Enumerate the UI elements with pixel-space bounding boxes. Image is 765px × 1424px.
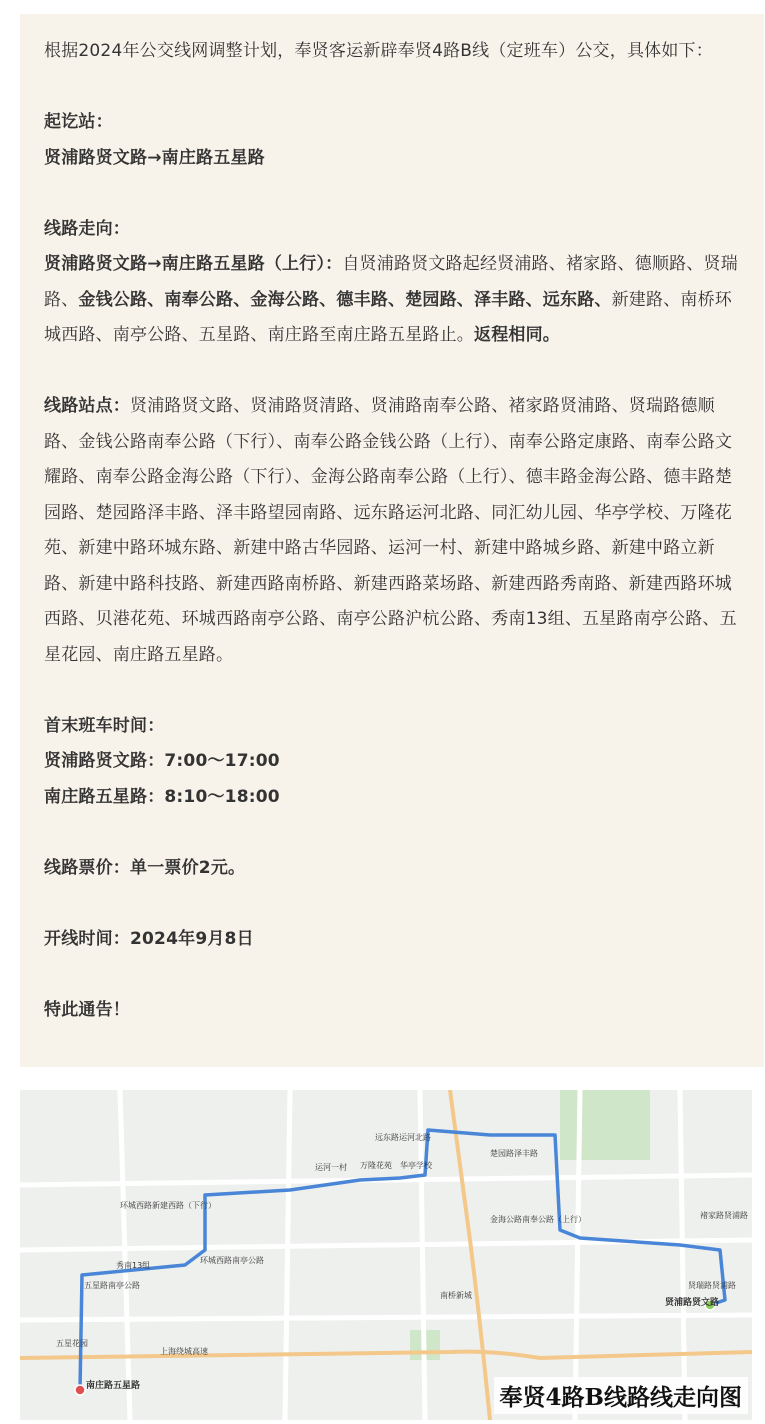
route-paragraph — [44, 247, 742, 354]
map-label-0: 远东路运河北路 — [375, 1133, 431, 1142]
map-label-13: 华亭学校 — [400, 1161, 432, 1170]
map-label-7: 秀南13组 — [116, 1261, 151, 1270]
route-text-1: 自贤浦路贤文路起经贤浦路、褚家路、德顺路、贤瑞路、 — [44, 254, 738, 310]
map-label-3: 环城西路新建西路（下行） — [120, 1201, 216, 1210]
closing-text: 特此通告！ — [44, 999, 130, 1020]
map-label-8: 褚家路贤浦路 — [700, 1211, 748, 1220]
end-marker — [75, 1385, 85, 1395]
map-label-1: 楚园路泽丰路 — [490, 1149, 538, 1158]
fare-text: 线路票价：单一票价2元。 — [44, 857, 246, 878]
termini-text: 贤浦路贤文路→南庄路五星路 — [44, 147, 265, 168]
map-label-9: 贤瑞路贤浦路 — [688, 1281, 736, 1290]
opening-date-text: 开线时间：2024年9月8日 — [44, 928, 254, 949]
map-label-2: 金海公路南奉公路（上行） — [490, 1215, 586, 1224]
start-label: 贤浦路贤文路 — [665, 1298, 720, 1308]
map-label-11: 南桥新城 — [440, 1291, 472, 1300]
stops-heading: 线路站点： — [44, 396, 130, 416]
intro-text: 根据2024年公交线网调整计划，奉贤客运新辟奉贤4路B线（定班车）公交，具体如下： — [44, 41, 713, 61]
schedule-line-1: 贤浦路贤文路：7:00～17:00 — [44, 751, 280, 771]
route-map — [20, 1090, 752, 1420]
stops-paragraph — [44, 389, 742, 673]
route-return: 返程相同。 — [474, 325, 560, 345]
end-label: 南庄路五星路 — [86, 1381, 141, 1391]
map-title: 奉贤4路B线路线走向图 — [494, 1377, 748, 1414]
route-text-bold: 金钱公路、南奉公路、金海公路、德丰路、楚园路、泽丰路、远东路、 — [78, 289, 612, 310]
map-label-12: 万隆花苑 — [360, 1161, 392, 1170]
route-text-2: 新建路、南桥环城西路、南亭公路、五星路、南庄路至南庄路五星路止。 — [44, 289, 733, 345]
route-direction-label: 贤浦路贤文路→南庄路五星路（上行）： — [44, 254, 343, 274]
map-label-10: 上海绕城高速 — [160, 1347, 208, 1356]
stops-text: 贤浦路贤文路、贤浦路贤清路、贤浦路南奉公路、褚家路贤浦路、贤瑞路德顺路、金钱公路南奉公路（下行）、南奉公路金钱公路（上行）、南奉公路定康路、南奉公路文耀路、南奉公路金海公路（下行）、金海公路南奉公路（上行）、德丰路金海公路、德丰路楚园路、楚园路泽丰路、泽丰路望园南路、远东路运河北路、同汇幼儿园、华亭学校、万隆花苑、新建中路环城东路、新建中路古华园路、运河一村、新建中路城乡路、新建中路立新路、新建中路科技路、新建西路南桥路、新建西路菜场路、新建西路秀南路、新建西路环城西路、贝港花苑、环城西路南亭公路、南亭公路沪杭公路、秀南13组、五星路南亭公路、五星花园、南庄路五星路。 — [44, 396, 737, 665]
map-label-5: 五星花园 — [56, 1339, 88, 1348]
map-label-6: 五星路南亭公路 — [84, 1281, 140, 1290]
termini-heading: 起讫站： — [44, 112, 113, 132]
schedule-line-2: 南庄路五星路：8:10～18:00 — [44, 786, 280, 807]
map-label-14: 运河一村 — [315, 1163, 347, 1172]
map-label-4: 环城西路南亭公路 — [200, 1256, 264, 1265]
notice-panel — [20, 14, 764, 1067]
park-area — [560, 1090, 650, 1160]
route-heading: 线路走向： — [44, 218, 130, 239]
schedule-heading: 首末班车时间： — [44, 715, 165, 736]
